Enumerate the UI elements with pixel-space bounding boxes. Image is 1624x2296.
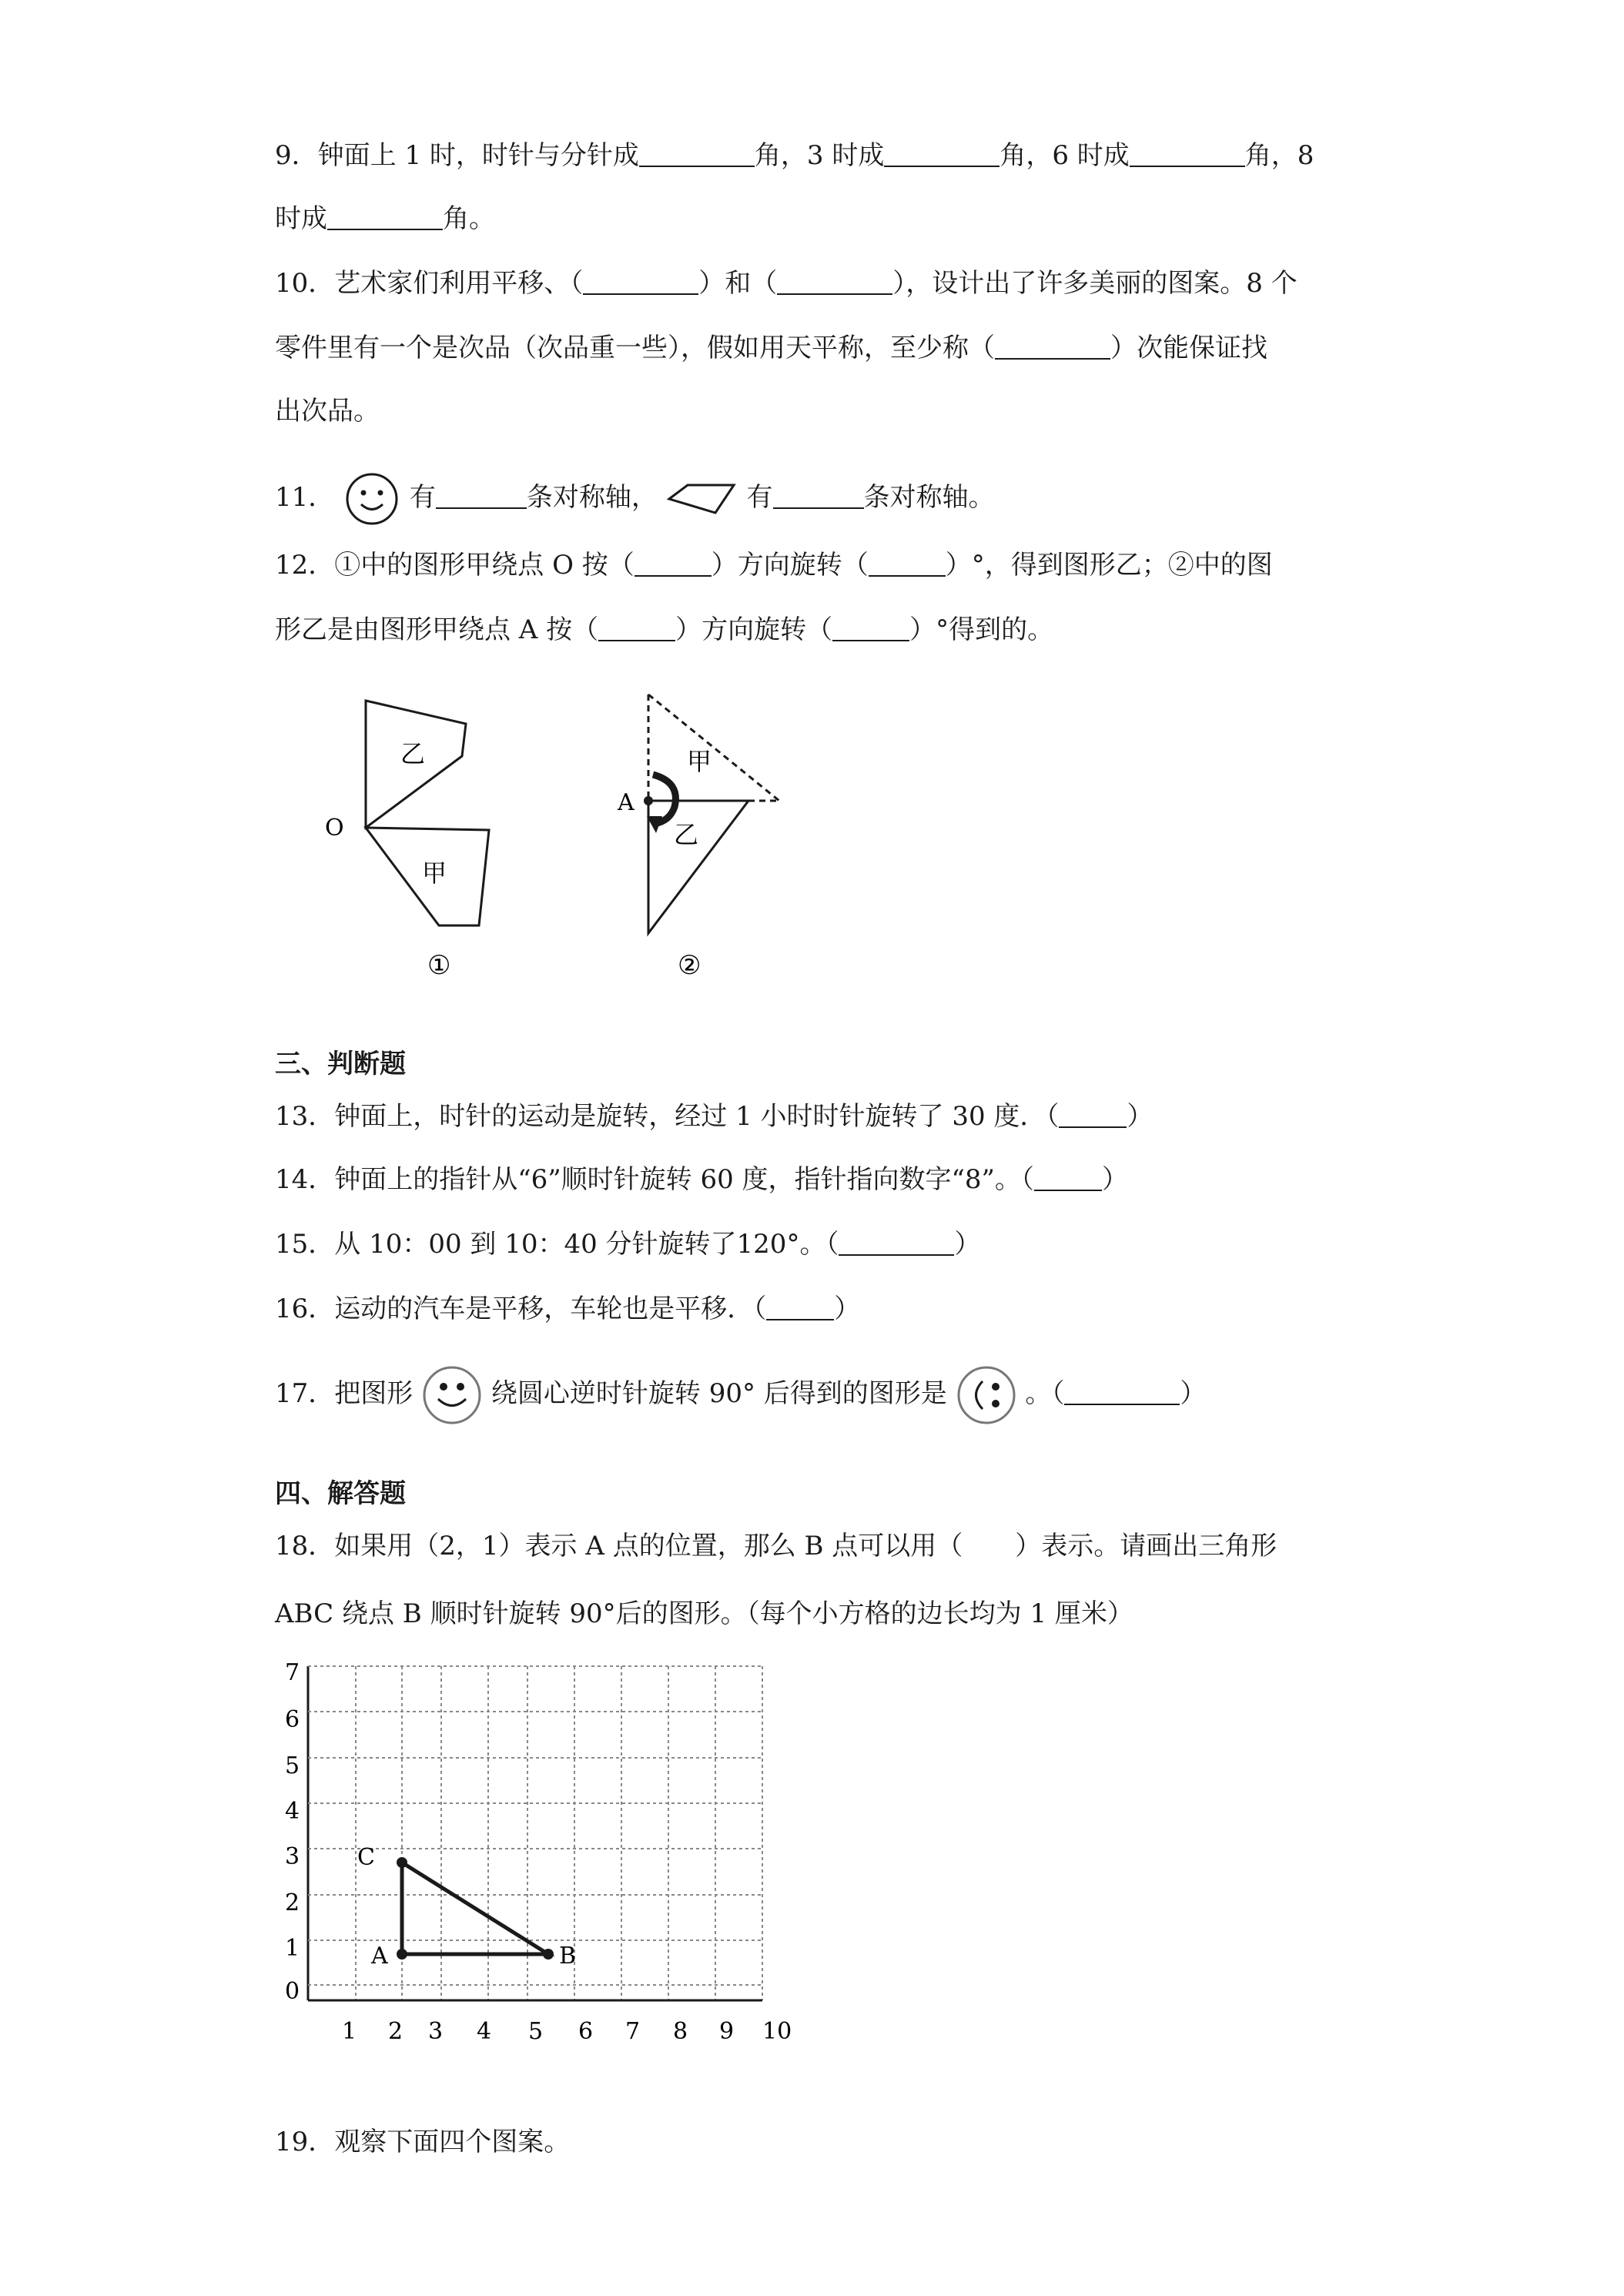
rotated-smiley-icon xyxy=(956,1364,1017,1426)
x-tick-label: 7 xyxy=(625,2018,641,2045)
y-tick-label: 4 xyxy=(285,1798,300,1825)
q12-text-3: ）°，得到图形乙；②中的图 xyxy=(945,550,1273,581)
fig2-caption: ② xyxy=(678,950,702,981)
q14-text: 14．钟面上的指针从“6”顺时针旋转 60 度，指针指向数字“8”。（ xyxy=(275,1164,1034,1195)
point-B-dot xyxy=(543,1949,554,1960)
x-tick-labels xyxy=(342,2018,792,2045)
q10-text-3: ），设计出了许多美丽的图案。8 个 xyxy=(892,268,1298,299)
q11-text-3: 有 xyxy=(746,482,773,513)
q9-text-6: 角。 xyxy=(443,203,495,234)
x-tick-label: 9 xyxy=(719,2018,735,2045)
q9-blank-1[interactable] xyxy=(639,142,755,167)
q15-close: ） xyxy=(954,1229,981,1260)
q17-text-3: 。（ xyxy=(1025,1378,1065,1409)
q10-line1 xyxy=(275,266,1298,300)
q17-text-1: 17．把图形 xyxy=(275,1378,414,1409)
x-tick-label: 3 xyxy=(428,2018,444,2045)
q11-line xyxy=(275,470,995,528)
fig1-caption: ① xyxy=(427,950,451,981)
q10-text-2: ）和（ xyxy=(698,268,778,299)
q9-text-2: 角，3 时成 xyxy=(754,140,885,171)
q12-text-5: ）方向旋转（ xyxy=(675,614,833,645)
q10-blank-1[interactable] xyxy=(583,270,698,295)
y-tick-label: 1 xyxy=(285,1935,300,1962)
section-3-title: 三、判断题 xyxy=(275,1049,406,1079)
q16-close: ） xyxy=(834,1294,861,1324)
q9-blank-3[interactable] xyxy=(1130,142,1245,167)
q10-line3: 出次品。 xyxy=(275,396,380,427)
q17-text-2: 绕圆心逆时针旋转 90° 后得到的图形是 xyxy=(491,1378,947,1409)
q10-line2 xyxy=(275,331,1267,365)
point-A-dot xyxy=(397,1949,407,1960)
q12-text-4: 形乙是由图形甲绕点 A 按（ xyxy=(275,614,599,645)
q14-blank[interactable] xyxy=(1034,1166,1102,1191)
y-tick-label: 0 xyxy=(285,1978,300,2005)
fig1-label-top: 乙 xyxy=(400,739,426,768)
y-tick-label: 5 xyxy=(285,1752,300,1779)
q15-line xyxy=(275,1227,980,1261)
x-tick-label: 6 xyxy=(578,2018,594,2045)
y-tick-label: 6 xyxy=(285,1706,300,1733)
rhombus-icon xyxy=(666,480,738,518)
x-tick-label: 4 xyxy=(477,2018,492,2045)
q16-blank[interactable] xyxy=(766,1296,834,1320)
y-tick-label: 2 xyxy=(285,1889,300,1916)
label-C: C xyxy=(357,1844,375,1871)
q9-blank-4[interactable] xyxy=(327,206,443,230)
q13-text: 13．钟面上，时针的运动是旋转，经过 1 小时时针旋转了 30 度．（ xyxy=(275,1101,1060,1132)
q13-blank[interactable] xyxy=(1059,1103,1127,1128)
q10-text-1: 10．艺术家们利用平移、（ xyxy=(275,268,584,299)
q10-text-4: 零件里有一个是次品（次品重一些），假如用天平称，至少称（ xyxy=(275,333,995,363)
q10-blank-2[interactable] xyxy=(777,270,892,295)
y-tick-label: 7 xyxy=(285,1659,300,1686)
q9-text-1: 9．钟面上 1 时，时针与分针成 xyxy=(275,140,639,171)
fig1-point-O: O xyxy=(325,815,344,842)
q10-text-5: ）次能保证找 xyxy=(1110,333,1267,363)
q19-line: 19．观察下面四个图案。 xyxy=(275,2127,571,2157)
q16-line xyxy=(275,1292,860,1326)
q9-line2 xyxy=(275,202,495,236)
q12-line2 xyxy=(275,613,1053,647)
q12-blank-1[interactable] xyxy=(635,552,712,577)
q12-figure-2 xyxy=(601,685,801,993)
q11-text-1: 有 xyxy=(409,482,436,513)
x-tick-label: 2 xyxy=(388,2018,403,2045)
smiley-face-icon xyxy=(343,470,401,528)
point-A-dot xyxy=(644,796,653,805)
q12-line1 xyxy=(275,548,1273,582)
y-tick-label: 3 xyxy=(285,1843,300,1870)
q10-blank-3[interactable] xyxy=(995,335,1110,360)
q12-blank-3[interactable] xyxy=(598,617,675,641)
q9-text-5: 时成 xyxy=(275,203,327,234)
q11-blank-1[interactable] xyxy=(436,484,527,509)
q15-text: 15．从 10：00 到 10：40 分针旋转了120°。（ xyxy=(275,1229,839,1260)
q17-line xyxy=(275,1364,1206,1426)
label-B: B xyxy=(559,1943,577,1970)
q9-text-3: 角，6 时成 xyxy=(1000,140,1130,171)
q12-text-2: ）方向旋转（ xyxy=(711,550,869,581)
q11-blank-2[interactable] xyxy=(773,484,864,509)
section-4-title: 四、解答题 xyxy=(275,1478,406,1509)
q11-number: 11． xyxy=(275,482,335,513)
q17-close: ） xyxy=(1180,1378,1207,1409)
q12-figure-1 xyxy=(308,685,539,993)
point-C-dot xyxy=(397,1857,407,1868)
q9-text-4: 角，8 xyxy=(1244,140,1314,171)
fig1-label-bottom: 甲 xyxy=(422,858,447,888)
x-tick-label: 10 xyxy=(762,2018,792,2045)
q12-blank-2[interactable] xyxy=(869,552,946,577)
q15-blank[interactable] xyxy=(839,1231,954,1256)
x-tick-label: 8 xyxy=(673,2018,688,2045)
q14-close: ） xyxy=(1101,1164,1128,1195)
q17-blank[interactable] xyxy=(1064,1381,1180,1405)
q11-text-2: 条对称轴， xyxy=(526,482,658,513)
smiley-face-icon xyxy=(421,1364,483,1426)
q13-close: ） xyxy=(1127,1101,1154,1132)
label-A: A xyxy=(371,1943,388,1970)
y-tick-labels xyxy=(285,1659,300,2005)
q11-text-4: 条对称轴。 xyxy=(863,482,995,513)
x-tick-label: 5 xyxy=(528,2018,544,2045)
q18-line1: 18．如果用（2，1）表示 A 点的位置，那么 B 点可以用（ ）表示。请画出三角形 xyxy=(275,1531,1277,1561)
q12-blank-4[interactable] xyxy=(832,617,909,641)
fig2-point-A: A xyxy=(618,789,635,816)
q14-line xyxy=(275,1163,1128,1197)
q18-line2: ABC 绕点 B 顺时针旋转 90°后的图形。（每个小方格的边长均为 1 厘米） xyxy=(275,1598,1133,1629)
q9-blank-2[interactable] xyxy=(884,142,1000,167)
q12-text-6: ）°得到的。 xyxy=(909,614,1054,645)
x-tick-label: 1 xyxy=(342,2018,357,2045)
q12-text-1: 12．①中的图形甲绕点 O 按（ xyxy=(275,550,635,581)
q13-line xyxy=(275,1099,1153,1133)
coordinate-grid xyxy=(262,1655,816,2056)
fig2-label-bottom: 乙 xyxy=(674,820,699,849)
fig2-label-top: 甲 xyxy=(687,747,712,776)
q9-line1 xyxy=(275,139,1314,172)
q16-text: 16．运动的汽车是平移，车轮也是平移．（ xyxy=(275,1294,767,1324)
